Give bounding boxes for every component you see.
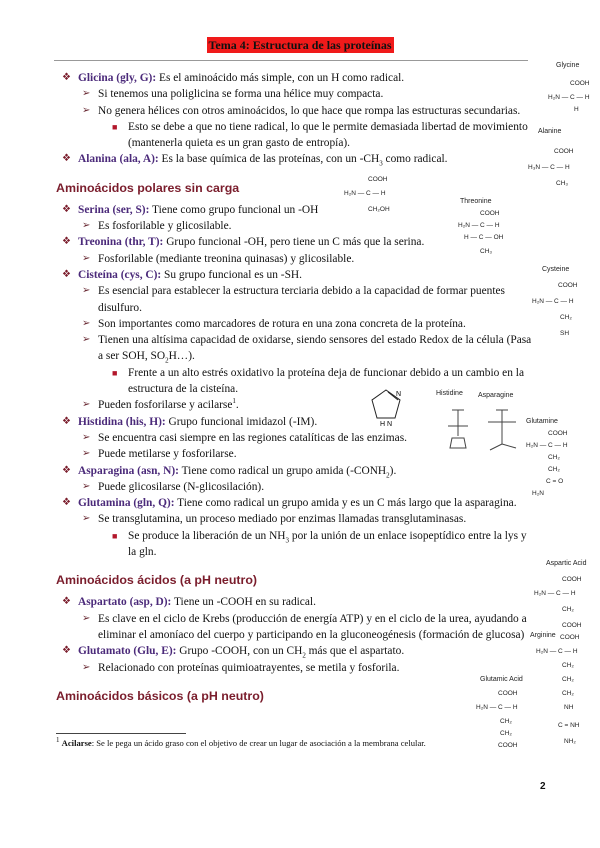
diamond-bullet-icon: ❖ (62, 645, 71, 657)
subscript: 2 (302, 651, 306, 660)
detail-bullet (56, 528, 534, 561)
amino-acid-name: Cisteína (cys, C): (78, 268, 162, 281)
detail-bullet (56, 119, 534, 152)
amino-acid-item (56, 594, 534, 610)
bullet-text: Tiene como radical un grupo amida y es un C más largo que la asparagina. (174, 497, 517, 510)
section-heading: Aminoácidos básicos (a pH neutro) (56, 688, 264, 703)
bullet-text: Es clave en el ciclo de Krebs (producción de energía ATP) y en el ciclo de la urea, ayudando a eliminar el amoníaco del cuerpo y participando en la gluconeogénesis (formación de glucosa) (98, 612, 527, 641)
sub-bullet (56, 332, 534, 365)
aspartic-acid-structure: Aspartic Acid COOH H₂N — C — H CH₂ COOH (534, 560, 587, 629)
bullet-text-tail: ). (389, 464, 397, 477)
diamond-bullet-icon: ❖ (62, 153, 71, 165)
title-rule (54, 60, 528, 61)
amino-acid-item (56, 267, 534, 283)
sub-bullet (56, 611, 534, 644)
subscript: 2 (165, 356, 169, 365)
arrow-bullet-icon: ➢ (82, 88, 91, 100)
sub-bullet (56, 283, 534, 316)
bullet-text-tail: más que el aspartato. (305, 645, 405, 658)
bullet-text: Frente a un alto estrés oxidativo la proteína deja de funcionar debido a un cambio en la estructura de la cisteína. (128, 366, 525, 396)
bullet-text: No genera hélices con otros aminoácidos, lo que hace que rompa las estructuras secundarias. (98, 104, 521, 117)
serine-structure: COOH H₂N — C — H CH₂OH (344, 176, 390, 213)
section-heading: Aminoácidos ácidos (a pH neutro) (56, 573, 258, 588)
diamond-bullet-icon: ❖ (62, 415, 71, 427)
bullet-text: Es la base química de las proteínas, con un -CH (158, 153, 380, 166)
glutamine-structure: Glutamine COOH H₂N — C — H CH₂ CH₂ C = O H₂N (526, 418, 568, 497)
bullet-text: Son importantes como marcadores de rotura en una zona concreta de la proteína. (98, 317, 466, 330)
glycine-structure: Glycine COOH H₂N — C — H H (548, 62, 590, 113)
arrow-bullet-icon: ➢ (82, 661, 91, 673)
amino-acid-item (56, 463, 534, 479)
bullet-text: Tiene un -COOH en su radical. (171, 596, 316, 609)
sub-bullet (56, 511, 534, 527)
amino-acid-name: Histidina (his, H): (78, 415, 166, 428)
bullet-text: Tienen una altísima capacidad de oxidarse, siendo sensores del estado Redox de la célula (Pasa a ser SOH, SO (98, 334, 532, 363)
square-bullet-icon: ■ (112, 530, 118, 541)
bullet-text: Puede glicosilarse (N-glicosilación). (98, 480, 265, 493)
arrow-bullet-icon: ➢ (82, 252, 91, 264)
subscript: 3 (285, 536, 290, 544)
cysteine-structure: Cysteine COOH H₂N — C — H CH₂ SH (532, 266, 578, 337)
imidazole-ring (366, 382, 406, 428)
amino-acid-name: Glicina (gly, G): (78, 72, 157, 84)
diamond-bullet-icon: ❖ (62, 497, 71, 509)
section-heading: Aminoácidos polares sin carga (56, 180, 240, 195)
bullet-text: Grupo funcional -OH, pero tiene un C más que la serina. (163, 236, 425, 249)
bullet-text: Su grupo funcional es un -SH. (161, 268, 302, 281)
arrow-bullet-icon: ➢ (82, 399, 91, 411)
diamond-bullet-icon: ❖ (62, 596, 71, 608)
arrow-bullet-icon: ➢ (82, 317, 91, 329)
sub-bullet (56, 316, 534, 332)
amino-acid-name: Treonina (thr, T): (78, 236, 164, 249)
amino-acid-name: Asparagina (asn, N): (78, 464, 179, 477)
amino-acid-item (56, 495, 534, 511)
arrow-bullet-icon: ➢ (82, 448, 91, 460)
subscript: 3 (379, 159, 383, 168)
arrow-bullet-icon: ➢ (82, 612, 91, 624)
amino-acid-item (56, 643, 534, 659)
bullet-text: Se produce la liberación de un NH (128, 529, 286, 542)
alanine-structure: Alanine COOH H₃N — C — H CH₃ (528, 128, 574, 187)
arrow-bullet-icon: ➢ (82, 104, 91, 116)
bullet-text: Grupo funcional imidazol (-IM). (165, 415, 318, 428)
arrow-bullet-icon: ➢ (82, 334, 91, 346)
bullet-text: Tiene como grupo funcional un -OH (149, 203, 319, 216)
sub-bullet (56, 479, 534, 495)
bullet-text-tail: como radical. (382, 153, 448, 166)
bullet-text: Es esencial para establecer la estructura terciaria debido a la capacidad de formar puentes disulfuro. (98, 285, 505, 314)
subscript: 2 (386, 470, 390, 479)
amino-acid-name: Glutamato (Glu, E): (78, 645, 177, 658)
arrow-bullet-icon: ➢ (82, 513, 91, 525)
histidine-drawing (442, 404, 482, 452)
bullet-text-tail: por la unión de un enlace isopeptídico entre la lys y la gln. (128, 529, 527, 559)
sub-bullet (56, 86, 534, 102)
imidazole-ring-drawing (366, 382, 406, 428)
square-bullet-icon: ■ (112, 121, 118, 132)
amino-acid-name: Alanina (ala, A): (78, 153, 159, 166)
arrow-bullet-icon: ➢ (82, 220, 91, 232)
arrow-bullet-icon: ➢ (82, 480, 91, 492)
histidine-structure: Histidine (436, 390, 478, 450)
bullet-text: Si tenemos una poliglicina se forma una hélice muy compacta. (98, 88, 384, 101)
amino-acid-item (56, 151, 534, 167)
diamond-bullet-icon: ❖ (62, 464, 71, 476)
bullet-text: Tiene como radical un grupo amida (-CONH (178, 464, 387, 477)
asparagine-structure: Asparagine (478, 392, 530, 456)
bullet-text-tail: H…). (168, 350, 195, 363)
square-bullet-icon: ■ (112, 367, 118, 378)
diamond-bullet-icon: ❖ (62, 203, 71, 215)
sub-bullet (56, 103, 534, 119)
threonine-structure: Threonine COOH H₂N — C — H H — C — OH CH₃ (458, 198, 504, 255)
amino-acid-item (56, 70, 534, 86)
bullet-text: Fosforilable (mediante treonina quinasas) y glicosilable. (98, 252, 355, 265)
glutamic-acid-structure: Glutamic Acid COOH H₂N — C — H CH₂ CH₂ COOH (476, 676, 523, 749)
amino-acid-name: Serina (ser, S): (78, 203, 150, 216)
bullet-text-tail: . (235, 399, 239, 412)
bullet-text: Relacionado con proteínas quimioatrayentes, se metila y fosforila. (98, 661, 400, 674)
footnote-ref: 1 (232, 397, 236, 406)
bullet-text: Se transglutamina, un proceso mediado por enzimas llamadas transglutaminasas. (98, 513, 467, 526)
footnote-rule (56, 733, 186, 734)
footnote: $^1$ Acilarse: Se le pega un ácido graso con el objetivo de crear un lugar de asociación a la membrana celular. (56, 736, 426, 748)
diamond-bullet-icon: ❖ (62, 236, 71, 248)
sub-bullet (56, 660, 534, 676)
bullet-text: Grupo -COOH, con un CH (176, 645, 303, 658)
asparagine-drawing (482, 404, 528, 454)
arginine-structure: Arginine COOH H₂N — C — H CH₂ CH₂ CH₂ NH C = NH NH₂ (530, 632, 580, 745)
diamond-bullet-icon: ❖ (62, 72, 71, 83)
page-title: Tema 4: Estructura de las proteínas (208, 38, 392, 52)
bullet-text: Puede metilarse y fosforilarse. (98, 448, 237, 461)
amino-acid-name: Glutamina (gln, Q): (78, 497, 175, 510)
amino-acid-name: Aspartato (asp, D): (78, 596, 172, 609)
arrow-bullet-icon: ➢ (82, 285, 91, 297)
bullet-text: Pueden fosforilarse y acilarse (98, 399, 233, 412)
svg-text:N: N (396, 391, 402, 398)
bullet-text: Se encuentra casi siempre en las regiones catalíticas de las enzimas. (98, 431, 407, 444)
bullet-text: Es el aminoácido más simple, con un H como radical. (156, 72, 405, 84)
svg-text:H N: H N (380, 421, 393, 428)
bullet-text: Es fosforilable y glicosilable. (98, 220, 232, 233)
diamond-bullet-icon: ❖ (62, 268, 71, 280)
page-number: 2 (540, 781, 546, 792)
bullet-text: Esto se debe a que no tiene radical, lo que le permite demasiada libertad de movimiento (mantenerla quieta es un gran gasto de entropía). (128, 120, 528, 150)
arrow-bullet-icon: ➢ (82, 431, 91, 443)
